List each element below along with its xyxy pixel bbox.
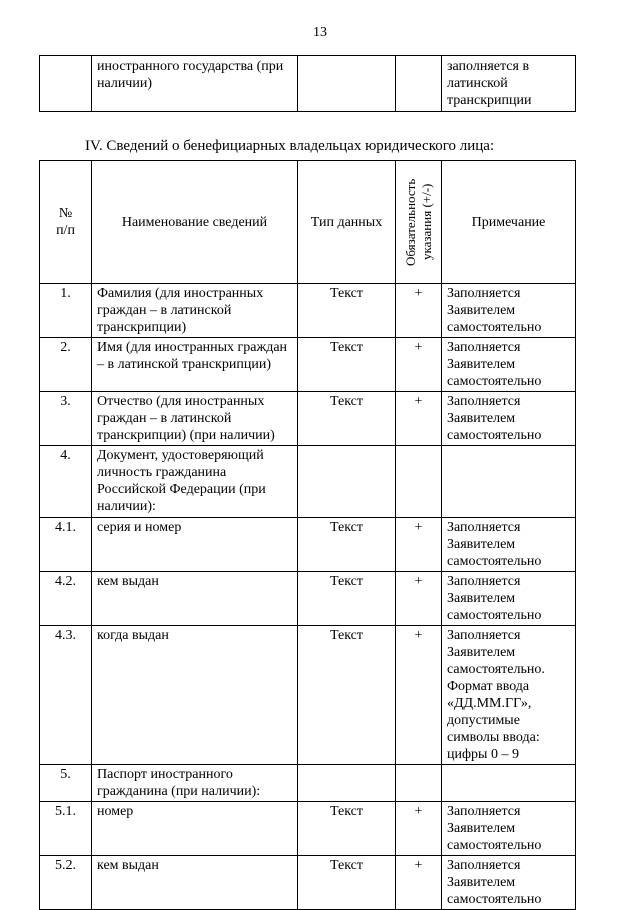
cell-num: 5. xyxy=(40,765,92,802)
cell-required: + xyxy=(396,802,442,856)
cell-required: + xyxy=(396,572,442,626)
cell-required xyxy=(396,56,442,112)
cell-type: Текст xyxy=(298,802,396,856)
cell-name: Документ, удостоверяющий личность гражданина Российской Федерации (при наличии): xyxy=(92,446,298,518)
cell-type: Текст xyxy=(298,626,396,765)
cell-num xyxy=(40,56,92,112)
cell-name: номер xyxy=(92,802,298,856)
table-row xyxy=(40,518,576,572)
beneficiary-table xyxy=(39,160,576,910)
cell-type: Текст xyxy=(298,284,396,338)
cell-note xyxy=(442,446,576,518)
table-row xyxy=(40,856,576,910)
header-num-line1: № xyxy=(58,206,73,221)
header-row xyxy=(40,161,576,284)
header-required xyxy=(396,161,442,284)
cell-type: Текст xyxy=(298,392,396,446)
header-required-label: Обязательность указания (+/-) xyxy=(402,178,434,266)
cell-num: 4.1. xyxy=(40,518,92,572)
cell-name: когда выдан xyxy=(92,626,298,765)
cell-note: Заполняется Заявителем самостоятельно xyxy=(442,856,576,910)
cell-type xyxy=(298,765,396,802)
header-type: Тип данных xyxy=(298,161,396,284)
cell-note: Заполняется Заявителем самостоятельно xyxy=(442,284,576,338)
cell-type xyxy=(298,56,396,112)
cell-note: заполняется в латинской транскрипции xyxy=(442,56,576,112)
cell-note: Заполняется Заявителем самостоятельно xyxy=(442,338,576,392)
table-row xyxy=(40,446,576,518)
cell-required: + xyxy=(396,626,442,765)
cell-num: 1. xyxy=(40,284,92,338)
table-row xyxy=(40,765,576,802)
cell-required: + xyxy=(396,284,442,338)
cell-required xyxy=(396,765,442,802)
cell-name: Отчество (для иностранных граждан – в латинской транскрипции) (при наличии) xyxy=(92,392,298,446)
table-row xyxy=(40,338,576,392)
cell-required: + xyxy=(396,392,442,446)
cell-required xyxy=(396,446,442,518)
cell-num: 4.2. xyxy=(40,572,92,626)
cell-type xyxy=(298,446,396,518)
cell-type: Текст xyxy=(298,338,396,392)
page-number: 13 xyxy=(313,25,327,40)
table-row xyxy=(40,392,576,446)
cell-num: 5.2. xyxy=(40,856,92,910)
cell-type: Текст xyxy=(298,856,396,910)
cell-name: Паспорт иностранного гражданина (при наличии): xyxy=(92,765,298,802)
cell-name: Имя (для иностранных граждан – в латинской транскрипции) xyxy=(92,338,298,392)
header-num xyxy=(40,161,92,284)
cell-type: Текст xyxy=(298,572,396,626)
cell-type: Текст xyxy=(298,518,396,572)
cell-note: Заполняется Заявителем самостоятельно xyxy=(442,572,576,626)
cell-required: + xyxy=(396,856,442,910)
cell-note: Заполняется Заявителем самостоятельно xyxy=(442,518,576,572)
header-note: Примечание xyxy=(442,161,576,284)
table-row xyxy=(40,284,576,338)
cell-num: 5.1. xyxy=(40,802,92,856)
table-body xyxy=(40,284,576,910)
cell-note: Заполняется Заявителем самостоятельно. Формат ввода «ДД.ММ.ГГ», допустимые символы ввода: цифры 0 – 9 xyxy=(442,626,576,765)
header-num-line2: п/п xyxy=(56,223,75,238)
cell-note xyxy=(442,765,576,802)
continuation-table xyxy=(39,55,576,112)
cell-name: Фамилия (для иностранных граждан – в латинской транскрипции) xyxy=(92,284,298,338)
cell-num: 3. xyxy=(40,392,92,446)
cell-name: кем выдан xyxy=(92,856,298,910)
cell-required: + xyxy=(396,518,442,572)
table-row xyxy=(40,626,576,765)
cell-num: 4. xyxy=(40,446,92,518)
table-row xyxy=(40,572,576,626)
section-title: IV. Сведений о бенефициарных владельцах юридического лица: xyxy=(85,138,495,154)
cell-name: серия и номер xyxy=(92,518,298,572)
table-row xyxy=(40,56,576,112)
cell-name: кем выдан xyxy=(92,572,298,626)
table-row xyxy=(40,802,576,856)
cell-note: Заполняется Заявителем самостоятельно xyxy=(442,392,576,446)
header-name: Наименование сведений xyxy=(92,161,298,284)
cell-num: 4.3. xyxy=(40,626,92,765)
cell-note: Заполняется Заявителем самостоятельно xyxy=(442,802,576,856)
cell-num: 2. xyxy=(40,338,92,392)
cell-required: + xyxy=(396,338,442,392)
cell-name: иностранного государства (при наличии) xyxy=(92,56,298,112)
